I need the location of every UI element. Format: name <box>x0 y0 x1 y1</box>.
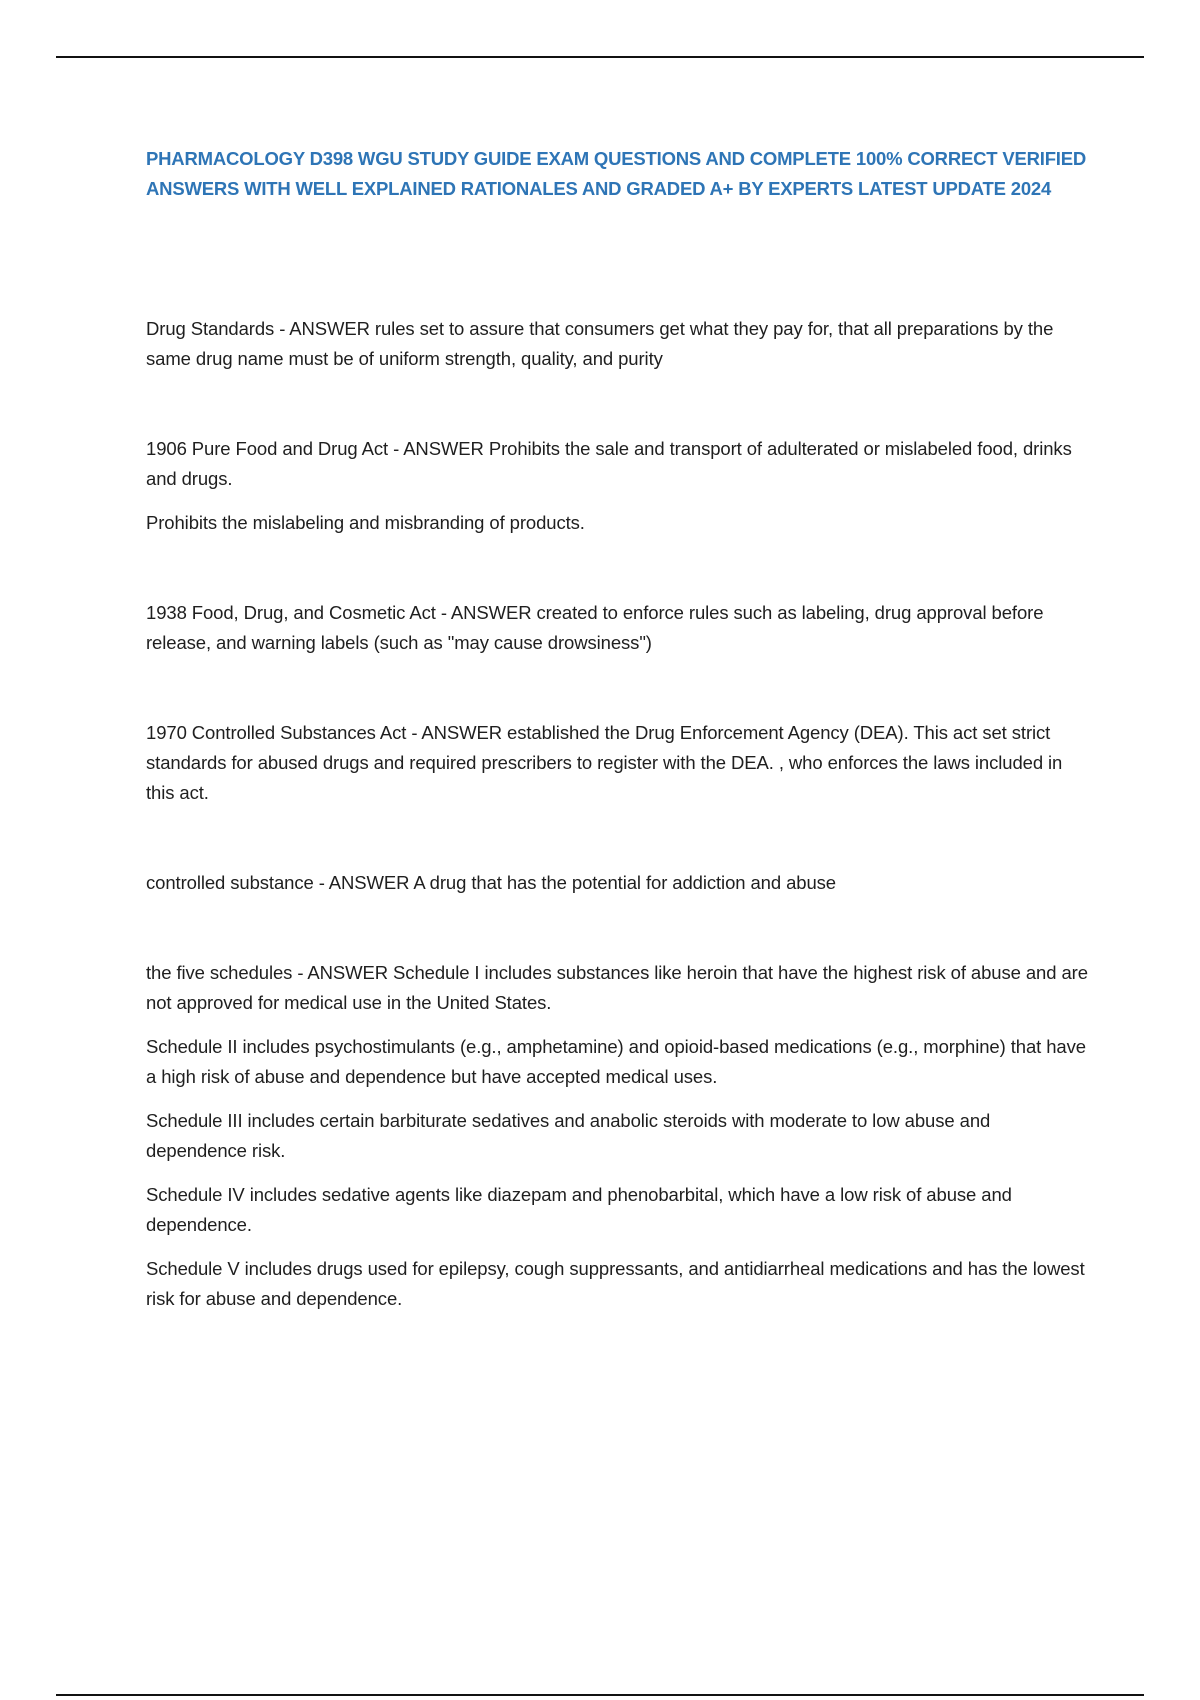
entry-paragraph: Drug Standards - ANSWER rules set to assure that consumers get what they pay for, that all preparations by the same drug name must be of uniform strength, quality, and purity <box>146 318 1054 369</box>
entry-1906-act <box>146 434 1092 538</box>
entry-paragraph: the five schedules - ANSWER Schedule I includes substances like heroin that have the highest risk of abuse and are not approved for medical use in the United States. <box>146 962 1088 1013</box>
entry-paragraph: Schedule IV includes sedative agents like diazepam and phenobarbital, which have a low risk of abuse and dependence. <box>146 1184 1012 1235</box>
entry-paragraph: 1906 Pure Food and Drug Act - ANSWER Prohibits the sale and transport of adulterated or mislabeled food, drinks and drugs. <box>146 438 1072 489</box>
entry-paragraph: 1938 Food, Drug, and Cosmetic Act - ANSWER created to enforce rules such as labeling, drug approval before release, and warning labels (such as "may cause drowsiness") <box>146 602 1044 653</box>
entry-paragraph: Schedule III includes certain barbiturate sedatives and anabolic steroids with moderate to low abuse and dependence risk. <box>146 1110 991 1161</box>
entry-five-schedules <box>146 958 1092 1314</box>
entry-drug-standards <box>146 314 1092 374</box>
document-title: PHARMACOLOGY D398 WGU STUDY GUIDE EXAM QUESTIONS AND COMPLETE 100% CORRECT VERIFIED ANSWERS WITH WELL EXPLAINED RATIONALES AND GRADED A+ BY EXPERTS LATEST UPDATE 2024 <box>146 148 1087 199</box>
top-rule <box>56 56 1144 58</box>
entry-controlled-substance <box>146 868 1092 898</box>
entry-paragraph: Schedule V includes drugs used for epilepsy, cough suppressants, and antidiarrheal medications and has the lowest risk for abuse and dependence. <box>146 1258 1085 1309</box>
entry-1938-act <box>146 598 1092 658</box>
entry-paragraph: Schedule II includes psychostimulants (e.g., amphetamine) and opioid-based medications (e.g., morphine) that have a high risk of abuse and dependence but have accepted medical uses. <box>146 1036 1086 1087</box>
bottom-rule <box>56 1694 1144 1696</box>
entry-paragraph: Prohibits the mislabeling and misbranding of products. <box>146 512 585 533</box>
entry-paragraph: controlled substance - ANSWER A drug that has the potential for addiction and abuse <box>146 872 836 893</box>
entry-1970-act <box>146 718 1092 808</box>
entry-paragraph: 1970 Controlled Substances Act - ANSWER established the Drug Enforcement Agency (DEA). This act set strict standards for abused drugs and required prescribers to register with the DEA. , who enforces the laws included in this act. <box>146 722 1063 803</box>
document-body <box>146 144 1092 1374</box>
